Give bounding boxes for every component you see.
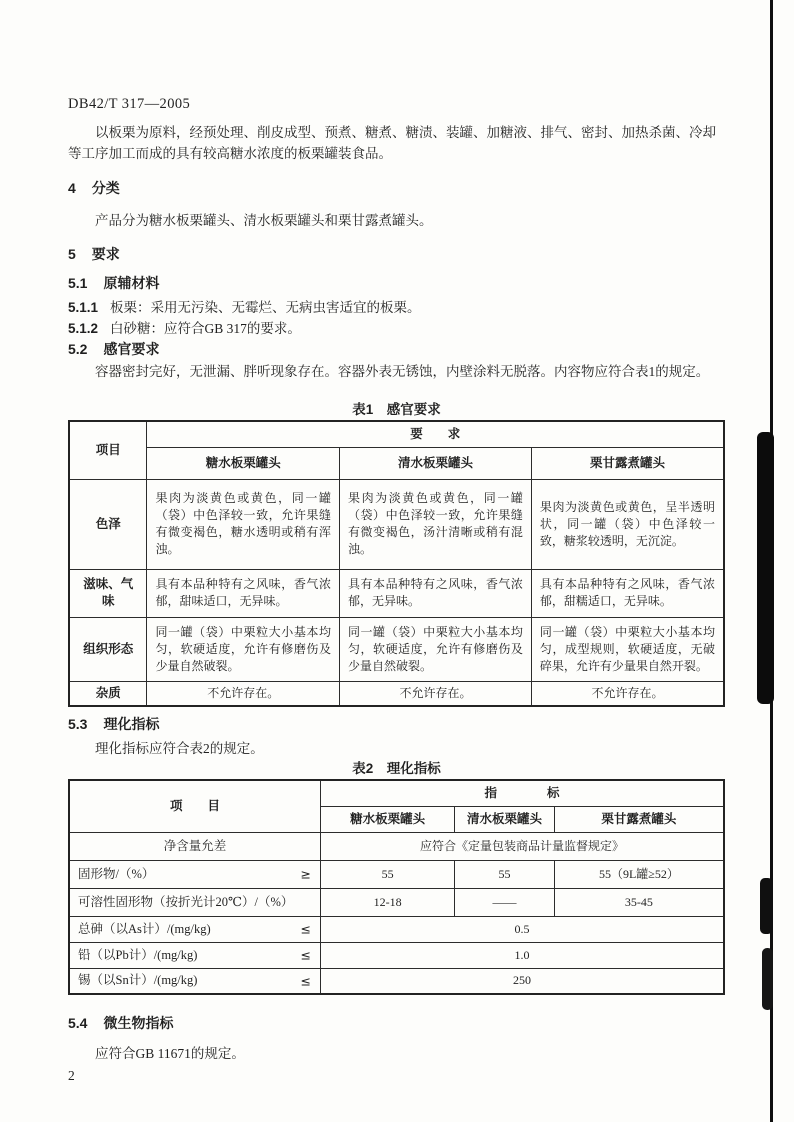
section-5-3-heading <box>68 714 725 734</box>
t1-header-col-water: 清水板栗罐头 <box>340 447 532 479</box>
t1-texture-water: 同一罐（袋）中栗粒大小基本均匀，软硬适度，允许有修磨伤及少量自然破裂。 <box>340 617 532 681</box>
t1-color-water: 果肉为淡黄色或黄色，同一罐（袋）中色泽较一致，允许果缝有微变褐色，汤汁清晰或稍有混浊。 <box>340 479 532 569</box>
t1-header-item: 项目 <box>69 421 147 479</box>
t2-tin-label <box>69 968 321 994</box>
table-sensory-requirements <box>68 420 725 707</box>
t1-texture-sugar: 同一罐（袋）中栗粒大小基本均匀，软硬适度，允许有修磨伤及少量自然破裂。 <box>147 617 340 681</box>
section-5-2-body: 容器密封完好，无泄漏、胖听现象存在。容器外表无锈蚀，内壁涂料无脱落。内容物应符合表1的规定。 <box>95 364 710 379</box>
t1-texture-kanroni: 同一罐（袋）中栗粒大小基本均匀，成型规则，软硬适度，无破碎果，允许有少量果自然开裂。 <box>531 617 724 681</box>
t2-solids-label-text: 固形物/（%） <box>78 866 155 881</box>
t1-row-texture-label: 组织形态 <box>69 617 147 681</box>
t1-header-col-kanroni: 栗甘露煮罐头 <box>531 447 724 479</box>
section-5-1-heading <box>68 273 725 293</box>
t2-solids-label <box>69 860 321 888</box>
lte-operator: ≤ <box>300 973 312 989</box>
t2-header-item: 项 目 <box>69 780 321 832</box>
t2-solids-sugar: 55 <box>321 860 455 888</box>
t2-arsenic-label-text: 总砷（以As计）/(mg/kg) <box>78 921 211 936</box>
table-row <box>69 617 724 681</box>
clause-5-1-2 <box>68 318 725 339</box>
t2-header-col-sugar: 糖水板栗罐头 <box>321 806 455 832</box>
table-2-caption: 表2 理化指标 <box>352 761 441 776</box>
t2-soluble-sugar: 12-18 <box>321 888 455 916</box>
t1-taste-water: 具有本品种特有之风味，香气浓郁，无异味。 <box>340 569 532 617</box>
t1-color-kanroni: 果肉为淡黄色或黄色，呈半透明状，同一罐（袋）中色泽较一致，糖浆较透明，无沉淀。 <box>531 479 724 569</box>
clause-5-1-1-number: 5.1.1 <box>68 300 99 315</box>
t1-row-taste-label: 滋味、气味 <box>69 569 147 617</box>
lte-operator: ≤ <box>300 947 312 963</box>
t2-lead-label-text: 铅（以Pb计）/(mg/kg) <box>78 947 198 962</box>
t2-tin-value: 250 <box>321 968 724 994</box>
t2-soluble-solids-label <box>69 888 321 916</box>
lte-operator: ≤ <box>300 921 312 937</box>
t2-solids-kanroni: 55（9L罐≥52） <box>554 860 724 888</box>
table-row <box>69 888 724 916</box>
scan-artifact-blob <box>760 878 773 934</box>
t1-taste-sugar: 具有本品种特有之风味，香气浓郁，甜味适口，无异味。 <box>147 569 340 617</box>
t1-impurity-water: 不允许存在。 <box>340 681 532 706</box>
t2-net-content-value: 应符合《定量包装商品计量监督规定》 <box>321 832 724 860</box>
t2-solids-water: 55 <box>455 860 555 888</box>
page-content <box>68 0 725 1122</box>
section-5-heading <box>68 244 725 264</box>
doc-code: DB42/T 317—2005 <box>68 96 191 112</box>
page-number: 2 <box>68 1068 75 1083</box>
gte-operator: ≥ <box>300 866 312 882</box>
t1-impurity-kanroni: 不允许存在。 <box>531 681 724 706</box>
table-row <box>69 479 724 569</box>
table-1-caption: 表1 感官要求 <box>352 402 441 417</box>
clause-5-1-1-text: 板栗：采用无污染、无霉烂、无病虫害适宜的板栗。 <box>110 300 421 315</box>
t1-row-color-label: 色泽 <box>69 479 147 569</box>
table-row <box>69 569 724 617</box>
section-5-3-body: 理化指标应符合表2的规定。 <box>95 741 264 756</box>
intro-paragraph: 以板栗为原料，经预处理、削皮成型、预煮、糖煮、糖渍、装罐、加糖液、排气、密封、加热杀菌、冷却等工序加工而成的具有较高糖水浓度的板栗罐装食品。 <box>68 125 716 161</box>
clause-5-1-2-number: 5.1.2 <box>68 321 99 336</box>
section-5-title: 要求 <box>91 246 120 262</box>
scan-artifact-blob <box>762 948 773 1010</box>
section-5-4-number: 5.4 <box>68 1015 88 1031</box>
t2-soluble-kanroni: 35-45 <box>554 888 724 916</box>
section-5-3-number: 5.3 <box>68 716 88 732</box>
section-4-title: 分类 <box>91 180 120 196</box>
table-row <box>69 860 724 888</box>
clause-5-1-1 <box>68 297 725 318</box>
t2-tin-label-text: 锡（以Sn计）/(mg/kg) <box>78 973 198 988</box>
t1-taste-kanroni: 具有本品种特有之风味，香气浓郁，甜糯适口，无异味。 <box>531 569 724 617</box>
section-4-body: 产品分为糖水板栗罐头、清水板栗罐头和栗甘露煮罐头。 <box>95 213 433 228</box>
table-1-wrapper <box>68 420 725 707</box>
t2-lead-value: 1.0 <box>321 942 724 968</box>
table-row <box>69 832 724 860</box>
t2-arsenic-value: 0.5 <box>321 916 724 942</box>
t2-header-col-kanroni: 栗甘露煮罐头 <box>554 806 724 832</box>
section-5-2-title: 感官要求 <box>103 341 160 357</box>
section-4-heading <box>68 178 725 198</box>
t1-header-requirement: 要 求 <box>147 421 724 447</box>
section-5-4-body: 应符合GB 11671的规定。 <box>95 1046 245 1061</box>
table-row <box>69 968 724 994</box>
section-5-4-title: 微生物指标 <box>103 1015 174 1031</box>
t2-header-indicator: 指 标 <box>321 780 724 806</box>
table-row <box>69 916 724 942</box>
table-row <box>69 942 724 968</box>
section-5-2-heading <box>68 339 725 359</box>
t1-row-impurity-label: 杂质 <box>69 681 147 706</box>
section-5-1-title: 原辅材料 <box>103 275 160 291</box>
t2-soluble-water: —— <box>455 888 555 916</box>
t2-arsenic-label <box>69 916 321 942</box>
section-5-3-title: 理化指标 <box>103 716 160 732</box>
t1-header-col-sugar: 糖水板栗罐头 <box>147 447 340 479</box>
section-5-number: 5 <box>68 246 76 262</box>
scan-artifact-blob <box>757 432 774 704</box>
t2-net-content-label: 净含量允差 <box>69 832 321 860</box>
clause-5-1-2-text: 白砂糖：应符合GB 317的要求。 <box>110 321 301 336</box>
table-2-wrapper <box>68 779 725 995</box>
t2-header-col-water: 清水板栗罐头 <box>455 806 555 832</box>
section-5-2-number: 5.2 <box>68 341 88 357</box>
section-5-4-heading <box>68 1013 725 1033</box>
table-row <box>69 681 724 706</box>
section-4-number: 4 <box>68 180 76 196</box>
section-5-1-number: 5.1 <box>68 275 88 291</box>
t1-color-sugar: 果肉为淡黄色或黄色，同一罐（袋）中色泽较一致，允许果缝有微变褐色，糖水透明或稍有浑浊。 <box>147 479 340 569</box>
t2-soluble-solids-label-text: 可溶性固形物（按折光计20℃）/（%） <box>78 894 294 909</box>
t2-lead-label <box>69 942 321 968</box>
table-physicochemical-indicators <box>68 779 725 995</box>
t1-impurity-sugar: 不允许存在。 <box>147 681 340 706</box>
